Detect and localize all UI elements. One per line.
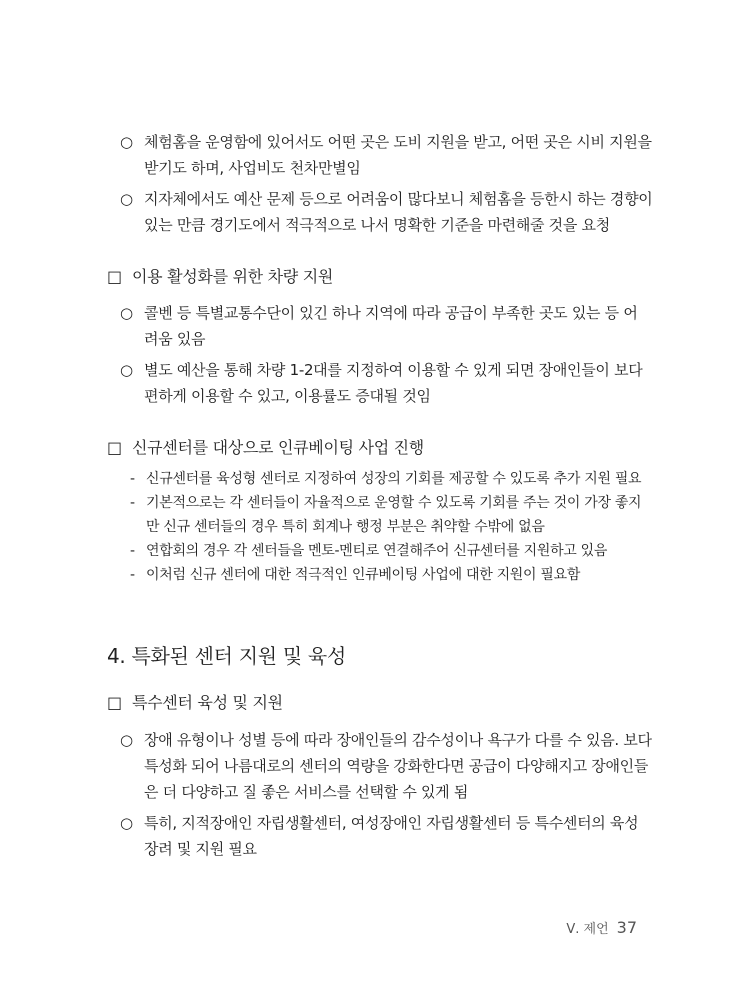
subheading-text: 신규센터를 대상으로 인큐베이팅 사업 진행 xyxy=(132,438,424,457)
bullet-text-continuation: 려움 있음 xyxy=(144,330,206,348)
dash-text: 연합회의 경우 각 센터들을 멘토-멘티로 연결해주어 신규센터를 지원하고 있음 xyxy=(146,543,608,559)
bullet-item xyxy=(120,131,652,152)
bullet-text-continuation: 은 더 다양하고 질 좋은 서비스를 선택할 수 있게 됨 xyxy=(144,783,469,801)
dash-item xyxy=(130,468,641,488)
bullet-item xyxy=(120,359,642,380)
dash-bullet-icon: - xyxy=(130,543,135,559)
subheading-text: 이용 활성화를 위한 차량 지원 xyxy=(132,267,334,286)
bullet-item xyxy=(120,188,653,209)
circle-bullet-icon: ○ xyxy=(120,304,133,322)
bullet-text-continuation: 받기도 하며, 사업비도 천차만별임 xyxy=(144,159,361,177)
bullet-item xyxy=(120,302,638,323)
circle-bullet-icon: ○ xyxy=(120,361,133,379)
dash-bullet-icon: - xyxy=(130,567,135,583)
dash-item xyxy=(130,540,607,560)
subheading xyxy=(107,264,333,287)
square-bullet-icon: □ xyxy=(107,693,122,712)
dash-item xyxy=(130,492,641,512)
dash-item xyxy=(130,564,580,584)
bullet-text: 별도 예산을 통해 차량 1-2대를 지정하여 이용할 수 있게 되면 장애인들이 보다 xyxy=(144,361,643,379)
dash-bullet-icon: - xyxy=(130,495,135,511)
subheading xyxy=(107,690,283,713)
bullet-text-continuation: 있는 만큼 경기도에서 적극적으로 나서 명확한 기준을 마련해줄 것을 요청 xyxy=(144,216,610,234)
page-number: 37 xyxy=(616,918,637,937)
dash-bullet-icon: - xyxy=(130,471,135,487)
subheading-text: 특수센터 육성 및 지원 xyxy=(132,693,283,712)
bullet-text-continuation: 장려 및 지원 필요 xyxy=(144,840,257,858)
bullet-item xyxy=(120,729,652,750)
dash-text: 기본적으로는 각 센터들이 자율적으로 운영할 수 있도록 기회를 주는 것이 가장 좋지 xyxy=(146,495,642,511)
page-footer xyxy=(566,918,637,937)
bullet-item xyxy=(120,812,638,833)
bullet-text-continuation: 특성화 되어 나름대로의 센터의 역량을 강화한다면 공급이 다양해지고 장애인들 xyxy=(144,757,649,775)
circle-bullet-icon: ○ xyxy=(120,814,133,832)
section-title: 4. 특화된 센터 지원 및 육성 xyxy=(107,644,346,668)
bullet-text: 체험홈을 운영함에 있어서도 어떤 곳은 도비 지원을 받고, 어떤 곳은 시비 지원을 xyxy=(144,133,652,151)
bullet-text: 장애 유형이나 성별 등에 따라 장애인들의 감수성이나 욕구가 다를 수 있음. 보다 xyxy=(144,731,652,749)
bullet-text: 콜벤 등 특별교통수단이 있긴 하나 지역에 따라 공급이 부족한 곳도 있는 등 어 xyxy=(144,304,638,322)
circle-bullet-icon: ○ xyxy=(120,731,133,749)
square-bullet-icon: □ xyxy=(107,438,122,457)
subheading xyxy=(107,435,424,458)
bullet-text-continuation: 편하게 이용할 수 있고, 이용률도 증대될 것임 xyxy=(144,387,431,405)
chapter-label: Ⅴ. 제언 xyxy=(566,922,609,937)
square-bullet-icon: □ xyxy=(107,267,122,286)
circle-bullet-icon: ○ xyxy=(120,190,133,208)
bullet-text: 지자체에서도 예산 문제 등으로 어려움이 많다보니 체험홈을 등한시 하는 경향이 xyxy=(144,190,653,208)
bullet-text: 특히, 지적장애인 자립생활센터, 여성장애인 자립생활센터 등 특수센터의 육성 xyxy=(144,814,639,832)
dash-text: 이처럼 신규 센터에 대한 적극적인 인큐베이팅 사업에 대한 지원이 필요함 xyxy=(146,567,581,583)
dash-text-continuation: 만 신규 센터들의 경우 특히 회계나 행정 부분은 취약할 수밖에 없음 xyxy=(146,519,545,535)
dash-text: 신규센터를 육성형 센터로 지정하여 성장의 기회를 제공할 수 있도록 추가 지원 필요 xyxy=(146,471,642,487)
circle-bullet-icon: ○ xyxy=(120,133,133,151)
